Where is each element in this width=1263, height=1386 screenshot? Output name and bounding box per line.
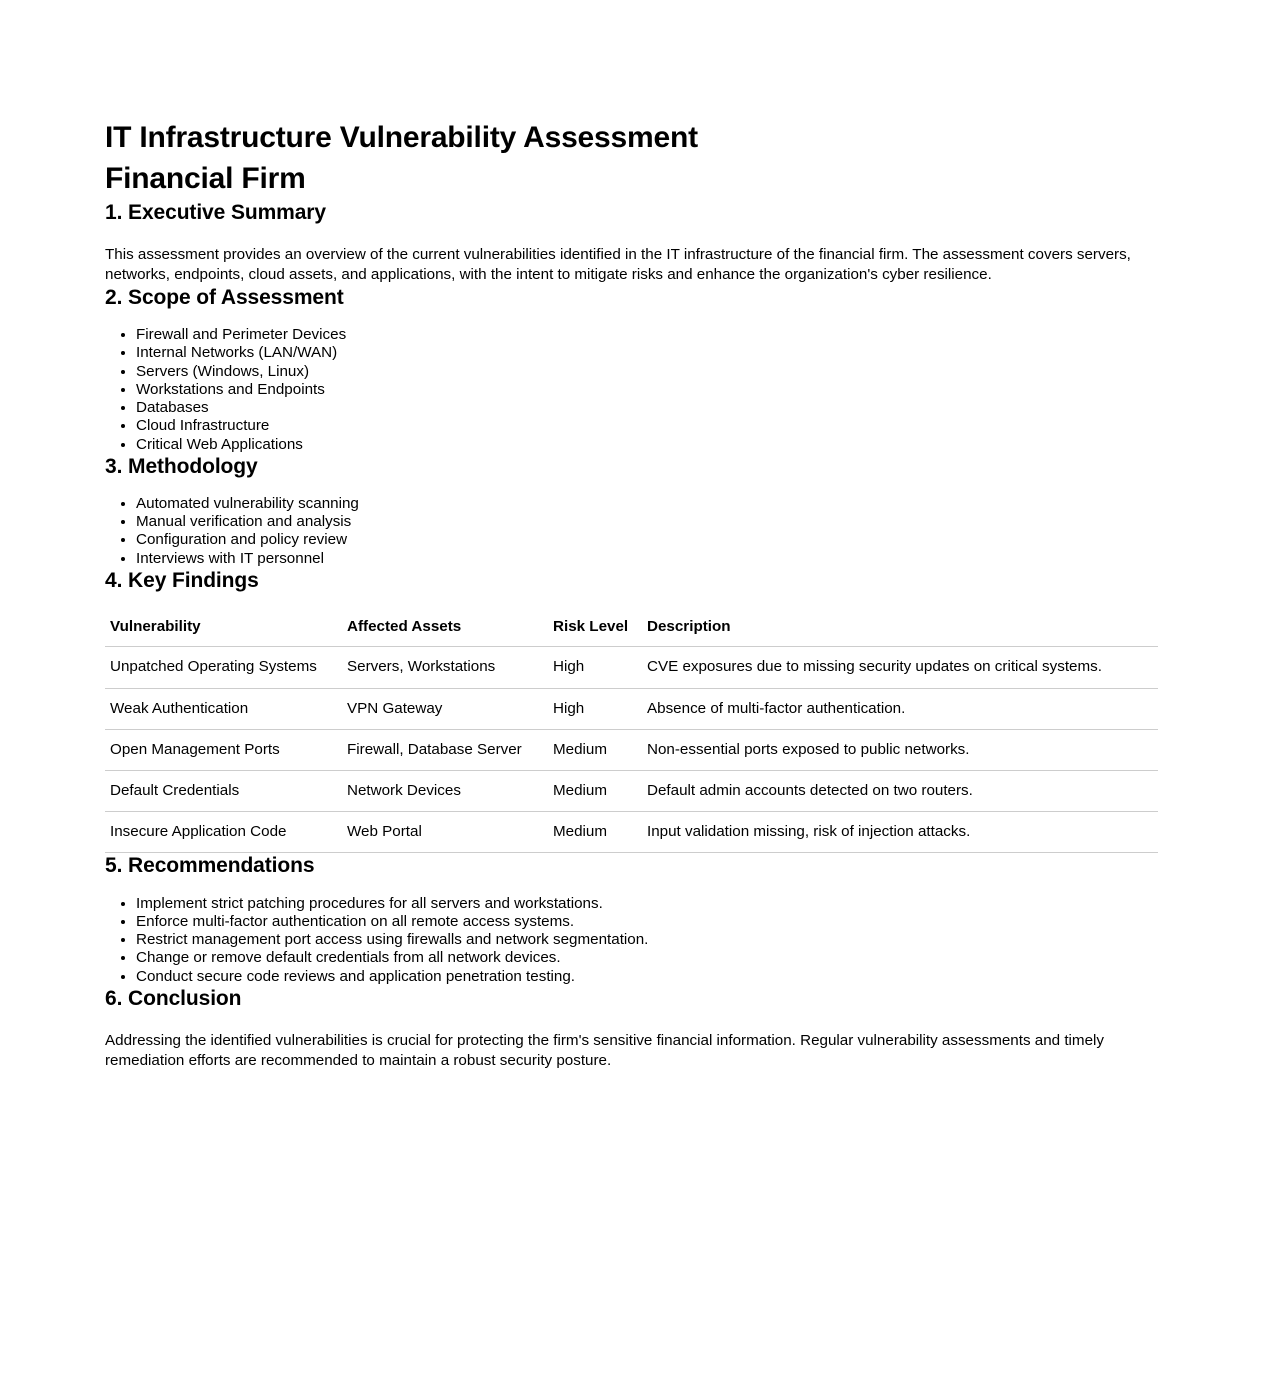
cell-vulnerability: Unpatched Operating Systems	[105, 647, 342, 688]
table-row	[105, 647, 1158, 688]
cell-description: CVE exposures due to missing security updates on critical systems.	[642, 647, 1158, 688]
column-header-vulnerability: Vulnerability	[105, 615, 342, 647]
cell-risk-level: Medium	[548, 729, 642, 770]
column-header-description: Description	[642, 615, 1158, 647]
paragraph-executive-summary: This assessment provides an overview of the current vulnerabilities identified in the IT infrastructure of the financial firm. The assessment covers servers, networks, endpoints, cloud assets, and applications, with the intent to mitigate risks and enhance the organization's cyber resilience.	[105, 245, 1131, 283]
list-item: • Critical Web Applications	[136, 436, 1158, 454]
heading-conclusion: 6. Conclusion	[105, 986, 242, 1010]
table-row	[105, 770, 1158, 811]
heading-key-findings: 4. Key Findings	[105, 568, 259, 592]
list-item: • Automated vulnerability scanning	[136, 495, 1158, 513]
column-header-risk-level: Risk Level	[548, 615, 642, 647]
cell-risk-level: Medium	[548, 812, 642, 853]
list-methodology	[105, 495, 1158, 568]
cell-risk-level: Medium	[548, 770, 642, 811]
cell-affected-assets: VPN Gateway	[342, 688, 548, 729]
list-item: • Implement strict patching procedures for all servers and workstations.	[136, 895, 1158, 913]
heading-executive-summary: 1. Executive Summary	[105, 200, 326, 224]
paragraph-conclusion: Addressing the identified vulnerabilities is crucial for protecting the firm's sensitive financial information. Regular vulnerability assessments and timely remediation efforts are recommended to maintain a robust security posture.	[105, 1032, 1104, 1070]
document-title	[105, 118, 1158, 200]
cell-vulnerability: Default Credentials	[105, 770, 342, 811]
cell-vulnerability: Weak Authentication	[105, 688, 342, 729]
table-row	[105, 688, 1158, 729]
table-row	[105, 812, 1158, 853]
list-item: • Workstations and Endpoints	[136, 381, 1158, 399]
cell-affected-assets: Servers, Workstations	[342, 647, 548, 688]
cell-affected-assets: Web Portal	[342, 812, 548, 853]
list-item: • Manual verification and analysis	[136, 513, 1158, 531]
document-title-line-1: IT Infrastructure Vulnerability Assessment	[105, 121, 698, 154]
cell-description: Absence of multi-factor authentication.	[642, 688, 1158, 729]
table-row	[105, 729, 1158, 770]
cell-affected-assets: Network Devices	[342, 770, 548, 811]
heading-scope-of-assessment: 2. Scope of Assessment	[105, 285, 344, 309]
cell-vulnerability: Open Management Ports	[105, 729, 342, 770]
cell-risk-level: High	[548, 688, 642, 729]
list-item: • Internal Networks (LAN/WAN)	[136, 344, 1158, 362]
cell-risk-level: High	[548, 647, 642, 688]
cell-affected-assets: Firewall, Database Server	[342, 729, 548, 770]
list-item: • Change or remove default credentials from all network devices.	[136, 949, 1158, 967]
list-item: • Enforce multi-factor authentication on all remote access systems.	[136, 913, 1158, 931]
document-title-line-2: Financial Firm	[105, 161, 306, 195]
list-item: • Databases	[136, 399, 1158, 417]
table-header-row	[105, 615, 1158, 647]
heading-methodology: 3. Methodology	[105, 454, 258, 478]
cell-description: Non-essential ports exposed to public networks.	[642, 729, 1158, 770]
list-recommendations	[105, 895, 1158, 986]
list-scope-of-assessment	[105, 326, 1158, 454]
cell-description: Default admin accounts detected on two routers.	[642, 770, 1158, 811]
column-header-affected-assets: Affected Assets	[342, 615, 548, 647]
list-item: • Configuration and policy review	[136, 531, 1158, 549]
key-findings-table	[105, 615, 1158, 853]
list-item: • Interviews with IT personnel	[136, 550, 1158, 568]
cell-vulnerability: Insecure Application Code	[105, 812, 342, 853]
heading-recommendations: 5. Recommendations	[105, 854, 315, 878]
list-item: • Restrict management port access using firewalls and network segmentation.	[136, 931, 1158, 949]
list-item: • Cloud Infrastructure	[136, 417, 1158, 435]
list-item: • Servers (Windows, Linux)	[136, 363, 1158, 381]
cell-description: Input validation missing, risk of injection attacks.	[642, 812, 1158, 853]
list-item: • Conduct secure code reviews and application penetration testing.	[136, 968, 1158, 986]
list-item: • Firewall and Perimeter Devices	[136, 326, 1158, 344]
